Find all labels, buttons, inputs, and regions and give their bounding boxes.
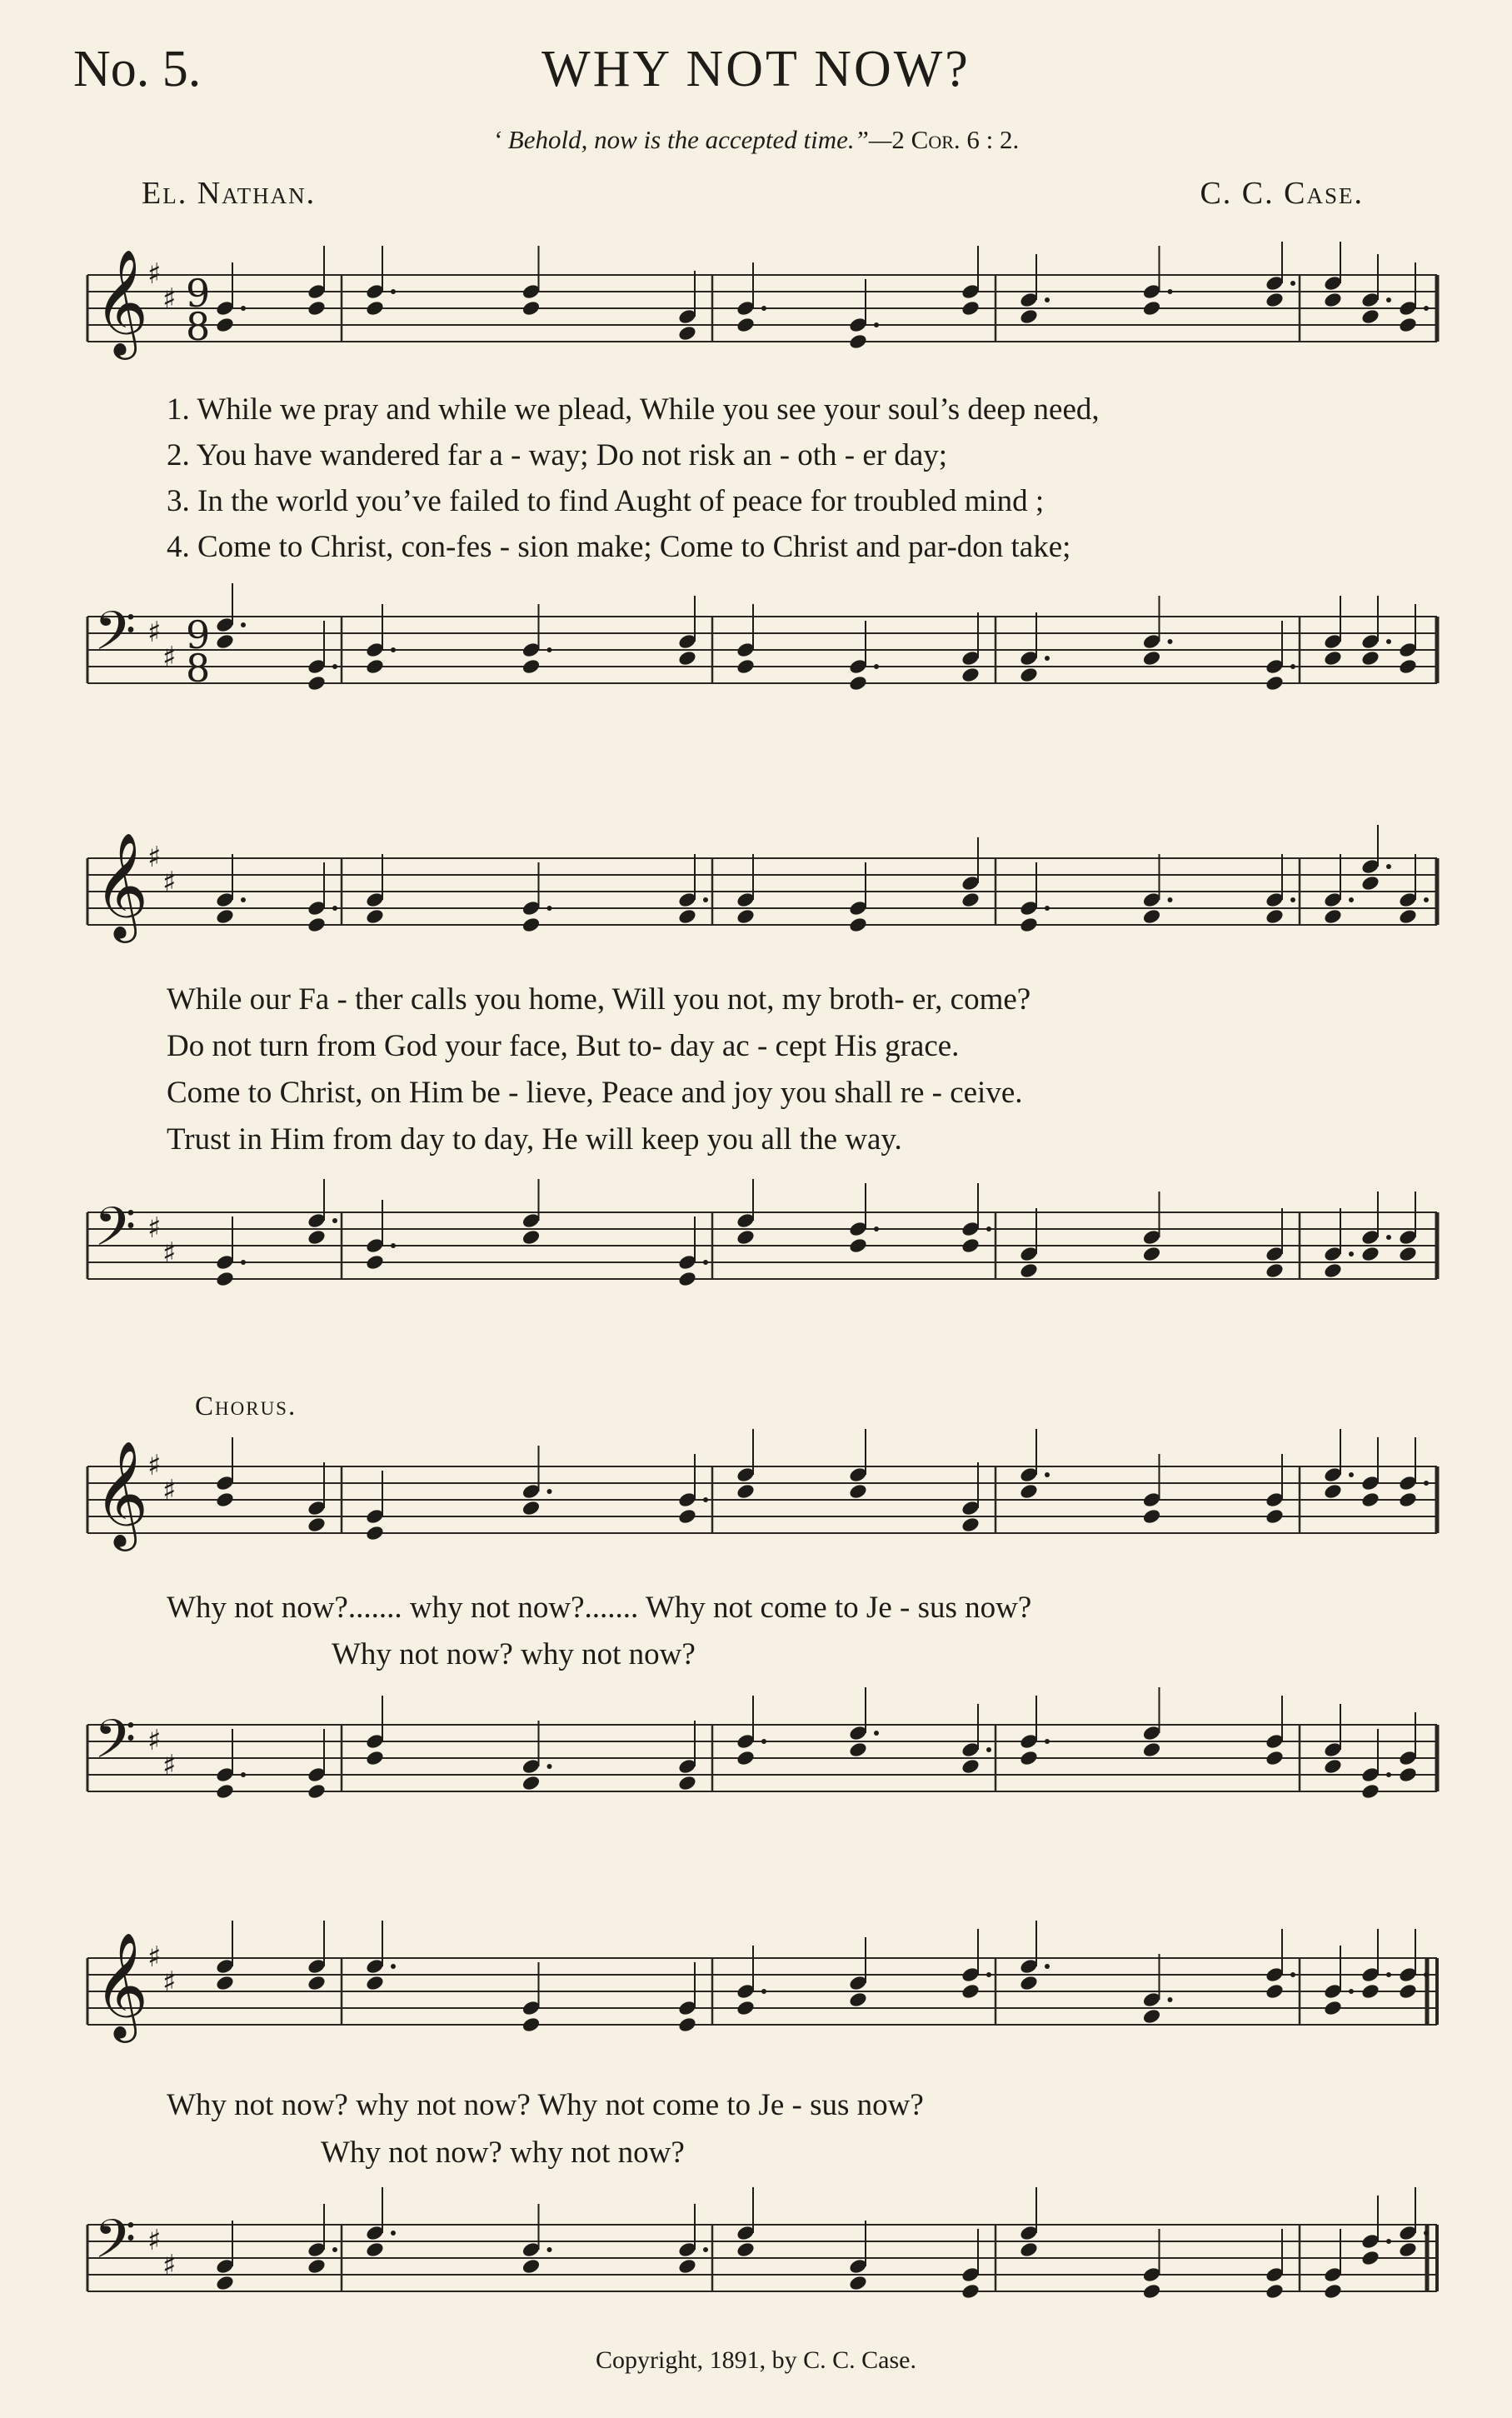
dot (874, 1731, 879, 1736)
dot (1386, 639, 1391, 644)
dot (241, 306, 246, 311)
chorus-1-soprano-lyric: Why not now?....... why not now?....... Why not come to Je - sus now? (167, 1591, 1032, 1625)
note-head (1141, 1245, 1161, 1262)
time-signature-top: 9 (186, 612, 211, 657)
dot (1424, 2231, 1429, 2236)
note-head (307, 1516, 327, 1533)
system-1-treble-staff (0, 242, 1512, 375)
dot (1168, 639, 1173, 644)
sharp-icon: ♯ (147, 257, 162, 291)
note-head (736, 657, 756, 675)
sharp-icon: ♯ (147, 1724, 162, 1757)
dot (1424, 306, 1429, 311)
chorus-2-treble-staff (0, 1916, 1512, 2066)
dot (391, 1964, 396, 1969)
note-head (961, 891, 981, 908)
dot (547, 906, 552, 911)
note-head (677, 907, 697, 925)
sharp-icon: ♯ (162, 1236, 177, 1270)
note-head (848, 1741, 868, 1758)
sharp-icon: ♯ (162, 1474, 177, 1507)
dot (703, 2247, 708, 2252)
note-head (521, 299, 541, 317)
verse-4-line-a: 4. Come to Christ, con-fes - sion make; Come to Christ and par-don take; (167, 530, 1071, 564)
dot (1290, 1972, 1295, 1977)
dot (1424, 1481, 1429, 1486)
note-head (736, 907, 756, 925)
note-head (1323, 1757, 1343, 1775)
dot (1386, 297, 1391, 302)
dot (1168, 1997, 1173, 2002)
chorus-2-bass-staff (0, 2175, 1512, 2341)
dot (1045, 1472, 1050, 1477)
note-head (521, 1228, 541, 1246)
dot (874, 1226, 879, 1231)
note-head (677, 649, 697, 667)
treble-clef-icon: 𝄞 (94, 248, 149, 355)
scripture-quote (0, 125, 1512, 155)
note-head (1360, 1491, 1380, 1508)
lyricist-credit: El. Nathan. (142, 176, 317, 211)
dot (1168, 289, 1173, 294)
dot (703, 1260, 708, 1265)
note-head (736, 1749, 756, 1766)
note-head (848, 674, 868, 692)
note-head (848, 2274, 868, 2291)
note-head (307, 1228, 327, 1246)
time-signature-top: 9 (186, 271, 211, 316)
note-head (1323, 649, 1343, 667)
note-head (1141, 1507, 1161, 1525)
dot (1168, 897, 1173, 902)
dot (1290, 281, 1295, 286)
note-head (1323, 1482, 1343, 1500)
note-head (961, 1982, 981, 2000)
note-head (848, 332, 868, 350)
note-head (1360, 1982, 1380, 2000)
dot (1290, 664, 1295, 669)
dot (332, 906, 337, 911)
time-signature-bottom: 8 (186, 646, 211, 691)
dot (986, 1972, 991, 1977)
note-head (961, 1236, 981, 1254)
dot (1349, 1251, 1354, 1256)
note-head (365, 1524, 385, 1541)
note-head (215, 1782, 235, 1800)
note-head (1019, 1974, 1039, 1991)
note-head (1323, 2282, 1343, 2300)
dot (874, 664, 879, 669)
bass-clef-icon: 𝄢 (94, 1197, 137, 1271)
dot (391, 1243, 396, 1248)
note-head (961, 2282, 981, 2300)
note-head (521, 2016, 541, 2033)
note-head (1323, 907, 1343, 925)
dot (1386, 1972, 1391, 1977)
verse-4-line-b: Trust in Him from day to day, He will keep you all the way. (167, 1122, 902, 1157)
note-head (365, 2241, 385, 2258)
note-head (521, 1774, 541, 1791)
sharp-icon: ♯ (147, 1211, 162, 1245)
note-head (961, 299, 981, 317)
system-2-treble-staff (0, 825, 1512, 958)
dot (1045, 1739, 1050, 1744)
note-head (1323, 291, 1343, 308)
system-1-bass-staff (0, 583, 1512, 758)
note-head (365, 1974, 385, 1991)
note-head (1019, 916, 1039, 933)
note-head (1019, 307, 1039, 325)
note-head (1398, 316, 1418, 333)
chorus-2-bass-lyric: Why not now? why not now? (321, 2136, 685, 2170)
note-head (1360, 1245, 1380, 1262)
sharp-icon: ♯ (147, 2224, 162, 2257)
note-head (736, 1999, 756, 2016)
bass-clef-icon: 𝄢 (94, 1709, 137, 1784)
note-head (1398, 1245, 1418, 1262)
dot (1349, 897, 1354, 902)
note-head (1265, 1982, 1285, 2000)
sharp-icon: ♯ (162, 866, 177, 899)
note-head (215, 907, 235, 925)
note-head (1265, 1507, 1285, 1525)
dot (1349, 1989, 1354, 1994)
note-head (1265, 291, 1285, 308)
note-head (1141, 907, 1161, 925)
scripture-reference: 2 Cor. 6 : 2. (891, 125, 1020, 154)
dot (547, 647, 552, 652)
hymn-title: WHY NOT NOW? (541, 41, 971, 97)
verse-1-line-b: While our Fa - ther calls you home, Will you not, my broth- er, come? (167, 982, 1031, 1017)
note-head (848, 1482, 868, 1500)
sharp-icon: ♯ (162, 282, 177, 316)
note-head (365, 299, 385, 317)
note-head (677, 324, 697, 342)
note-head (307, 916, 327, 933)
note-head (1265, 907, 1285, 925)
sharp-icon: ♯ (147, 1941, 162, 1974)
dot (332, 1218, 337, 1223)
note-head (521, 916, 541, 933)
dot (986, 1747, 991, 1752)
system-2-bass-staff (0, 1179, 1512, 1354)
time-signature-bottom: 8 (186, 304, 211, 349)
note-head (215, 316, 235, 333)
dot (1386, 864, 1391, 869)
note-head (1265, 674, 1285, 692)
note-head (961, 666, 981, 683)
verse-2-line-a: 2. You have wandered far a - way; Do not risk an - oth - er day; (167, 438, 948, 472)
hymn-number: No. 5. (73, 41, 202, 97)
dot (391, 2231, 396, 2236)
chorus-label: Chorus. (195, 1391, 297, 1421)
dot (391, 647, 396, 652)
note-head (1141, 299, 1161, 317)
dot (703, 1497, 708, 1502)
sharp-icon: ♯ (147, 841, 162, 874)
note-head (365, 657, 385, 675)
note-head (1265, 2282, 1285, 2300)
dot (1386, 1772, 1391, 1777)
note-head (677, 2016, 697, 2033)
dot (1386, 1235, 1391, 1240)
note-head (1360, 2249, 1380, 2266)
chorus-1-treble-staff (0, 1425, 1512, 1575)
note-head (365, 1749, 385, 1766)
note-head (215, 632, 235, 650)
dot (761, 1739, 766, 1744)
dot (241, 1260, 246, 1265)
note-head (848, 916, 868, 933)
note-head (1141, 1741, 1161, 1758)
dot (1045, 906, 1050, 911)
verse-1-line-a: 1. While we pray and while we plead, While you see your soul’s deep need, (167, 392, 1100, 427)
note-head (521, 1499, 541, 1516)
note-head (1019, 2241, 1039, 2258)
note-head (1141, 2282, 1161, 2300)
dot (332, 664, 337, 669)
note-head (1019, 1261, 1039, 1279)
verse-3-line-a: 3. In the world you’ve failed to find Aught of peace for troubled mind ; (167, 484, 1045, 518)
dot (391, 289, 396, 294)
staff-lines (87, 1466, 1437, 1533)
dot (761, 1989, 766, 1994)
note-head (736, 1228, 756, 1246)
note-head (677, 1774, 697, 1791)
note-head (1141, 649, 1161, 667)
dot (1386, 2239, 1391, 2244)
chorus-2-soprano-lyric: Why not now? why not now? Why not come to Je - sus now? (167, 2088, 924, 2122)
note-head (677, 1270, 697, 1287)
note-head (961, 1757, 981, 1775)
dot (547, 2247, 552, 2252)
note-head (1141, 2007, 1161, 2025)
note-head (1323, 1999, 1343, 2016)
note-head (365, 1253, 385, 1271)
note-head (848, 1236, 868, 1254)
note-head (307, 2257, 327, 2275)
dot (986, 1226, 991, 1231)
staff-lines (87, 2225, 1437, 2291)
note-head (736, 2241, 756, 2258)
note-head (1360, 1782, 1380, 1800)
note-head (1398, 907, 1418, 925)
note-head (215, 1974, 235, 1991)
sharp-icon: ♯ (162, 2249, 177, 2282)
note-head (521, 2257, 541, 2275)
staff-lines (87, 858, 1437, 925)
dot (1424, 897, 1429, 902)
dot (1349, 1472, 1354, 1477)
dot (241, 1772, 246, 1777)
dot (874, 322, 879, 327)
note-head (215, 1491, 235, 1508)
note-head (307, 1782, 327, 1800)
sharp-icon: ♯ (147, 1449, 162, 1482)
note-head (736, 1482, 756, 1500)
dot (1424, 1972, 1429, 1977)
sharp-icon: ♯ (162, 641, 177, 674)
sharp-icon: ♯ (162, 1966, 177, 1999)
note-head (1398, 1491, 1418, 1508)
note-head (365, 907, 385, 925)
bass-clef-icon: 𝄢 (94, 601, 137, 676)
note-head (961, 1516, 981, 1533)
treble-clef-icon: 𝄞 (94, 1440, 149, 1546)
chorus-1-bass-lyric: Why not now? why not now? (332, 1637, 696, 1671)
note-head (736, 316, 756, 333)
dot (332, 2247, 337, 2252)
note-head (1398, 2241, 1418, 2258)
dot (547, 1764, 552, 1769)
composer-credit: C. C. Case. (1200, 176, 1364, 211)
bass-clef-icon: 𝄢 (94, 2209, 137, 2284)
note-head (521, 657, 541, 675)
dot (761, 306, 766, 311)
note-head (1019, 1482, 1039, 1500)
dot (703, 897, 708, 902)
note-head (1398, 657, 1418, 675)
note-head (1265, 1749, 1285, 1766)
note-head (1019, 1749, 1039, 1766)
sharp-icon: ♯ (147, 616, 162, 649)
dot (1045, 656, 1050, 661)
dot (1290, 897, 1295, 902)
dot (241, 622, 246, 627)
staff-lines (87, 1725, 1437, 1791)
sharp-icon: ♯ (162, 1749, 177, 1782)
staff-lines (87, 617, 1437, 683)
treble-clef-icon: 𝄞 (94, 1931, 149, 2038)
note-head (677, 1507, 697, 1525)
dot (1045, 1964, 1050, 1969)
chorus-1-bass-staff (0, 1675, 1512, 1850)
note-head (1265, 1261, 1285, 1279)
verse-3-line-b: Come to Christ, on Him be - lieve, Peace and joy you shall re - ceive. (167, 1076, 1023, 1110)
note-head (1360, 307, 1380, 325)
scripture-text: ‘ Behold, now is the accepted time.”— (492, 125, 892, 154)
treble-clef-icon: 𝄞 (94, 832, 149, 938)
staff-lines (87, 1212, 1437, 1279)
note-head (307, 674, 327, 692)
note-head (215, 2274, 235, 2291)
note-head (307, 1974, 327, 1991)
verse-2-line-b: Do not turn from God your face, But to- day ac - cept His grace. (167, 1029, 960, 1063)
dot (1045, 297, 1050, 302)
copyright-notice: Copyright, 1891, by C. C. Case. (595, 2346, 916, 2374)
note-head (1360, 874, 1380, 892)
note-head (307, 299, 327, 317)
note-head (1019, 666, 1039, 683)
note-head (677, 2257, 697, 2275)
note-head (1398, 1766, 1418, 1783)
note-head (215, 1270, 235, 1287)
note-head (848, 1991, 868, 2008)
note-head (1360, 649, 1380, 667)
note-head (1323, 1261, 1343, 1279)
dot (241, 897, 246, 902)
note-head (1398, 1982, 1418, 2000)
dot (547, 1489, 552, 1494)
